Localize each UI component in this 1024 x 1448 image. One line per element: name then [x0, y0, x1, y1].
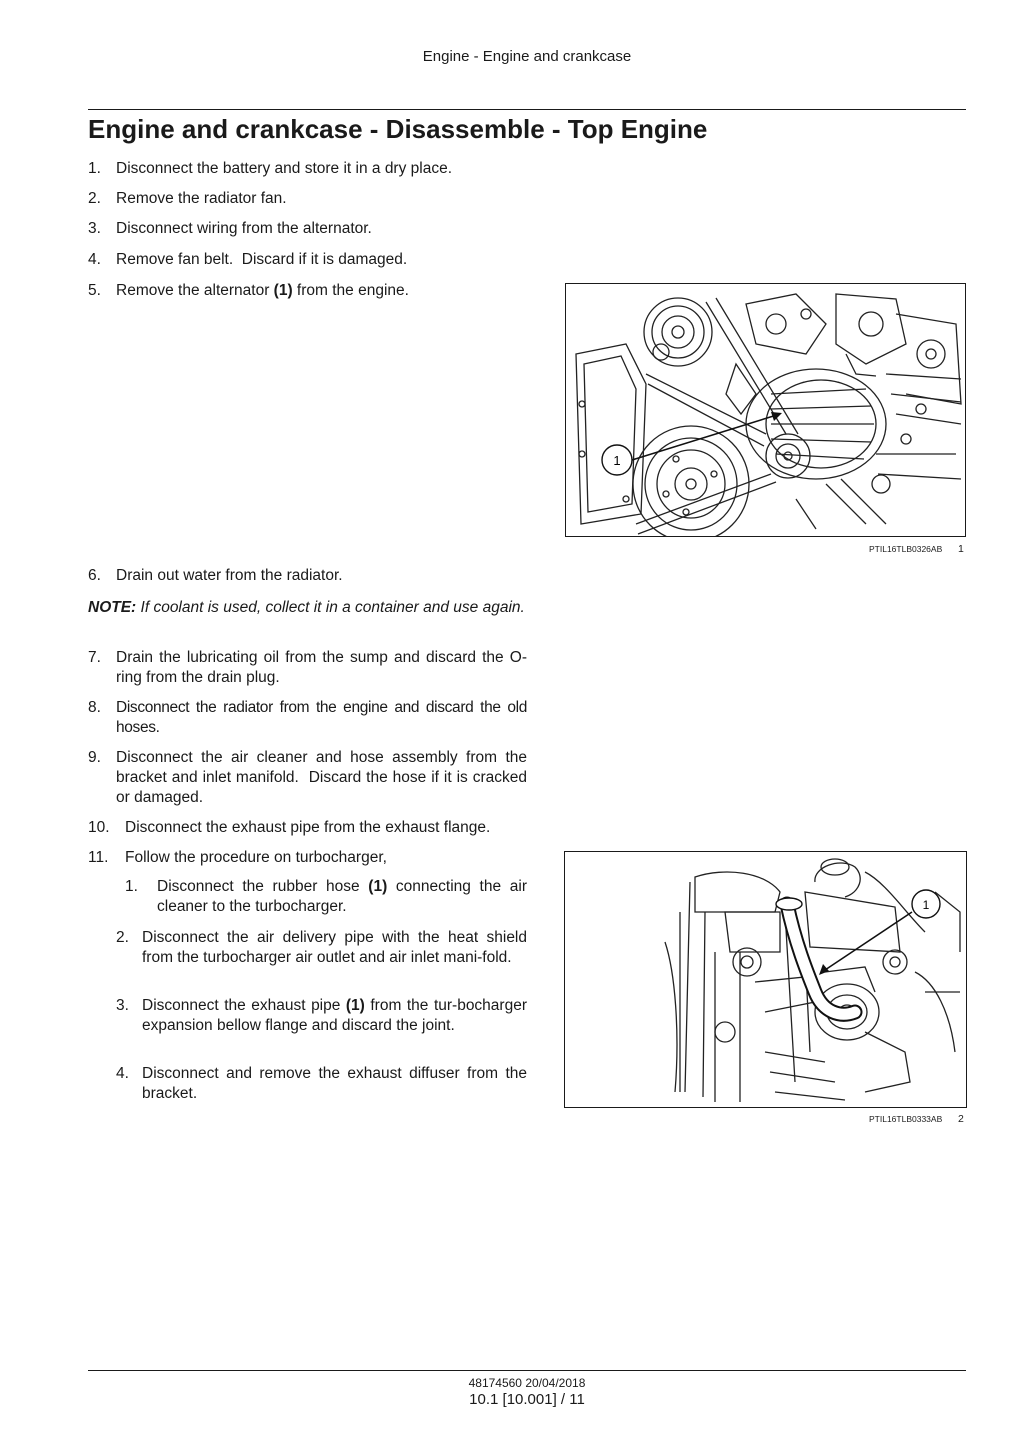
figure-2-turbocharger: [564, 851, 967, 1108]
step-number: 8.: [88, 699, 101, 716]
substep-3: [116, 996, 527, 1036]
substep-text: Disconnect the rubber hose (1) connecting the air cleaner to the turbocharger.: [157, 878, 527, 915]
substep-number: 4.: [116, 1065, 129, 1082]
step-1: [88, 159, 528, 179]
step-6: [88, 566, 528, 586]
step-7: [88, 648, 527, 688]
substep-2: [116, 928, 527, 968]
leader-arrowhead: [819, 964, 829, 975]
substep-1: [125, 877, 527, 917]
step-3: [88, 219, 528, 239]
callout-ref: (1): [345, 997, 365, 1014]
figure-1-alternator: [565, 283, 966, 537]
step-text: Disconnect the radiator from the engine and discard the old hoses.: [116, 699, 527, 736]
step-5: [88, 281, 528, 301]
step-text: Remove the alternator (1) from the engine.: [116, 282, 409, 299]
substep-4: [116, 1064, 527, 1104]
step-number: 5.: [88, 282, 101, 299]
figure-2-number: 2: [958, 1113, 964, 1125]
step-number: 11.: [88, 849, 109, 866]
alternator-illustration: [566, 284, 965, 536]
hose-clamp: [776, 898, 802, 910]
step-number: 1.: [88, 160, 101, 177]
step-number: 9.: [88, 749, 101, 766]
step-text: Remove fan belt. Discard if it is damaged.: [116, 251, 408, 268]
substep-text: Disconnect the air delivery pipe with the heat shield from the turbocharger air outlet and air inlet mani-fold.: [142, 929, 527, 966]
step-8: [88, 698, 527, 738]
turbocharger-illustration: [565, 852, 966, 1107]
callout-label: 1: [922, 898, 930, 912]
substep-number: 3.: [116, 997, 129, 1014]
step-text: Drain out water from the radiator.: [116, 567, 343, 584]
substep-number: 1.: [125, 878, 138, 895]
step-10: [88, 818, 527, 838]
step-number: 3.: [88, 220, 101, 237]
step-text: Disconnect wiring from the alternator.: [116, 220, 372, 237]
figure-1-caption: PTIL16TLB0326AB: [869, 544, 943, 554]
step-number: 6.: [88, 567, 101, 584]
figure-2-caption: PTIL16TLB0333AB: [869, 1114, 943, 1124]
callout-ref: (1): [273, 282, 293, 299]
substep-text: Disconnect and remove the exhaust diffuser from the bracket.: [142, 1065, 527, 1102]
step-4: [88, 250, 528, 270]
footer-rule: [88, 1370, 966, 1371]
callout-label: 1: [613, 453, 621, 468]
step-text: Disconnect the exhaust pipe from the exhaust flange.: [125, 819, 491, 836]
step-text: Remove the radiator fan.: [116, 190, 287, 207]
step-text: Drain the lubricating oil from the sump and discard the O-ring from the drain plug.: [116, 649, 527, 686]
header-rule: [88, 109, 966, 110]
callout-ref: (1): [368, 878, 388, 895]
step-number: 7.: [88, 649, 101, 666]
step-text: Follow the procedure on turbocharger,: [125, 849, 387, 866]
substep-text: Disconnect the exhaust pipe (1) from the tur-bocharger expansion bellow flange and discard the joint.: [142, 997, 527, 1034]
figure-1-number: 1: [958, 543, 964, 555]
step-text: Disconnect the battery and store it in a dry place.: [116, 160, 453, 177]
note-label: NOTE:: [88, 599, 137, 616]
substep-number: 2.: [116, 929, 129, 946]
footer-doc-id: 48174560 20/04/2018: [468, 1376, 586, 1390]
step-number: 10.: [88, 819, 110, 836]
leader-arrowhead: [771, 412, 782, 421]
step-2: [88, 189, 528, 209]
step-number: 4.: [88, 251, 101, 268]
step-9: [88, 748, 532, 808]
step-11: [88, 848, 527, 868]
step-number: 2.: [88, 190, 101, 207]
running-header: Engine - Engine and crankcase: [422, 48, 632, 65]
note: [88, 598, 526, 618]
note-text: If coolant is used, collect it in a container and use again.: [136, 599, 525, 616]
footer-page-number: 10.1 [10.001] / 11: [469, 1391, 585, 1408]
step-text: Disconnect the air cleaner and hose assembly from the bracket and inlet manifold. Discard the hose if it is cracked or damaged.: [116, 749, 532, 806]
page-title: Engine and crankcase - Disassemble - Top Engine: [88, 114, 708, 144]
